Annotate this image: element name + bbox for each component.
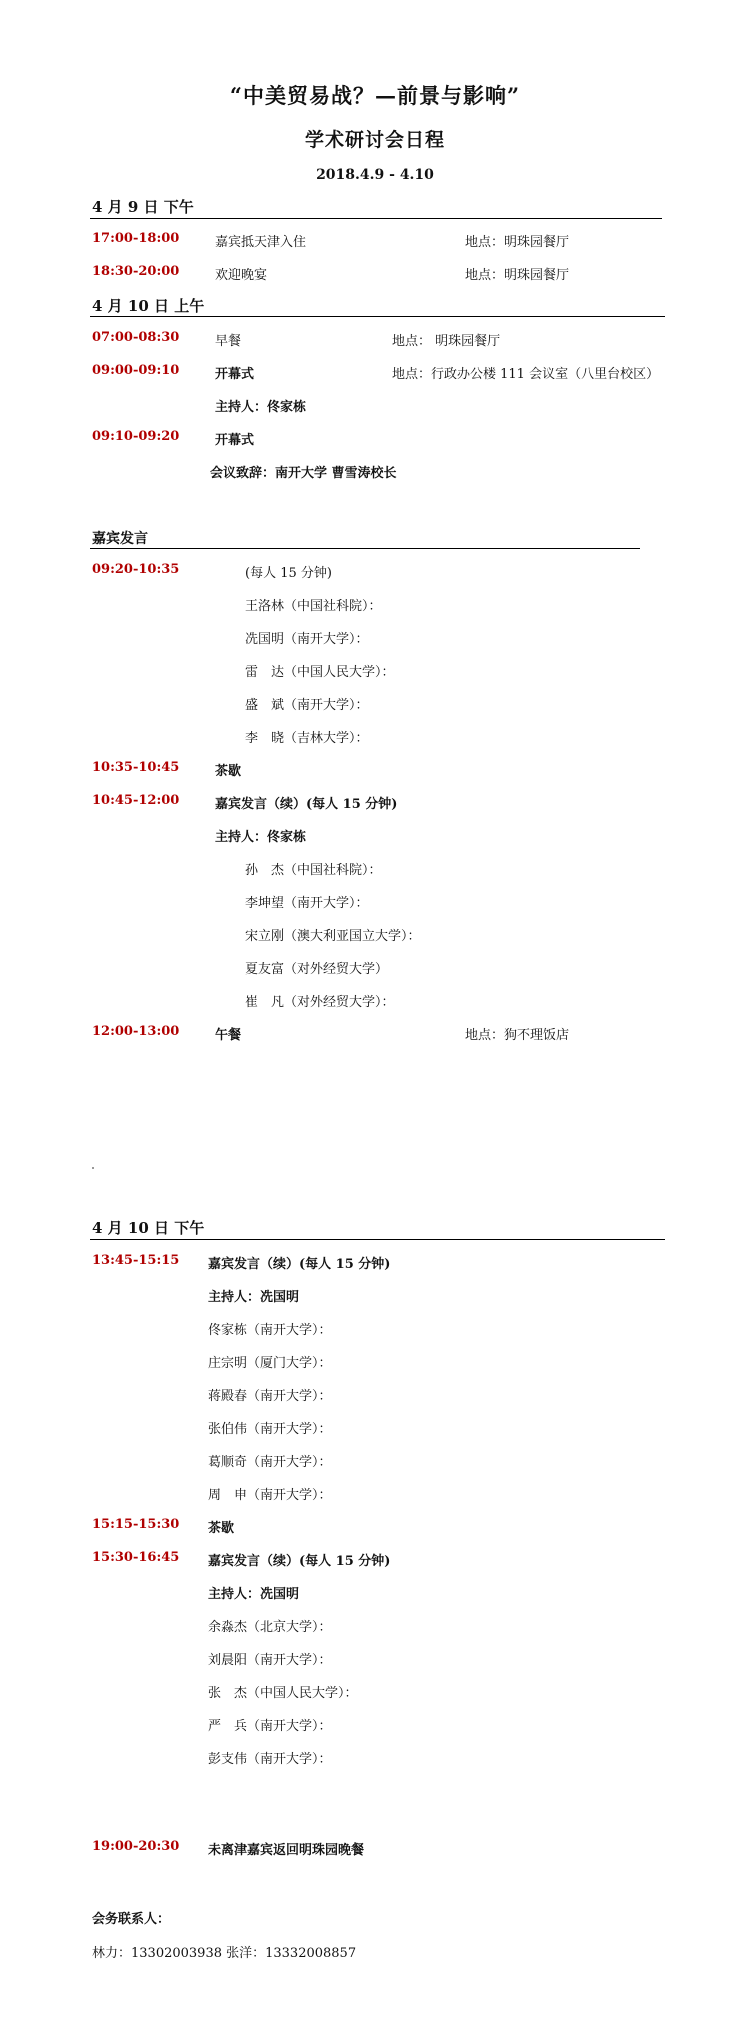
contacts-line: 林力：13302003938 张洋：13332008857	[92, 1946, 357, 1961]
section-rule	[90, 218, 662, 219]
host-label: 主持人：佟家栋	[215, 830, 307, 845]
event-label: 开幕式	[215, 367, 255, 382]
time-label: 12:00-13:00	[92, 1024, 180, 1039]
speaker-item: 葛顺奇（南开大学）：	[208, 1455, 332, 1470]
section-heading-day2-pm: 4 月 10 日 下午	[92, 1219, 205, 1237]
section-heading-day2-am: 4 月 10 日 上午	[92, 297, 205, 315]
speaker-item: 严 兵（南开大学）：	[208, 1719, 332, 1734]
time-label: 10:35-10:45	[92, 760, 180, 775]
speaker-item: 张伯伟（南开大学）：	[208, 1422, 332, 1437]
time-label: 15:30-16:45	[92, 1550, 180, 1565]
host-label: 主持人：冼国明	[208, 1290, 300, 1305]
event-label: 茶歇	[208, 1521, 235, 1536]
speaker-item: 夏友富（对外经贸大学）	[245, 962, 389, 977]
place-label: 地点：狗不理饭店	[465, 1028, 570, 1043]
speaker-item: 雷 达（中国人民大学）：	[245, 665, 395, 680]
speaker-item: 张 杰（中国人民大学）：	[208, 1686, 358, 1701]
speaker-item: 庄宗明（厦门大学）：	[208, 1356, 332, 1371]
speaker-item: 盛 斌（南开大学）：	[245, 698, 369, 713]
speaker-item: 刘晨阳（南开大学）：	[208, 1653, 332, 1668]
speaker-item: 宋立刚（澳大利亚国立大学）：	[245, 929, 421, 944]
contacts-label: 会务联系人：	[92, 1912, 171, 1927]
time-label: 19:00-20:30	[92, 1839, 180, 1854]
host-label: 主持人：冼国明	[208, 1587, 300, 1602]
event-label: 茶歇	[215, 764, 242, 779]
speaker-item: 李 晓（吉林大学）：	[245, 731, 369, 746]
speaker-item: 冼国明（南开大学）：	[245, 632, 369, 647]
speaker-item: 佟家栋（南开大学）：	[208, 1323, 332, 1338]
section-rule	[90, 548, 640, 549]
stray-dot	[92, 1167, 94, 1169]
event-label: 开幕式	[215, 433, 255, 448]
section-heading-day1-pm: 4 月 9 日 下午	[92, 198, 194, 216]
event-label: 欢迎晚宴	[215, 268, 268, 283]
speaker-item: 周 申（南开大学）：	[208, 1488, 332, 1503]
time-label: 15:15-15:30	[92, 1517, 180, 1532]
speaker-item: 王洛林（中国社科院）：	[245, 599, 382, 614]
event-label: 嘉宾抵天津入住	[215, 235, 307, 250]
session-title: 嘉宾发言（续）(每人 15 分钟)	[208, 1554, 391, 1569]
section-rule	[90, 1239, 665, 1240]
speaker-item: 彭支伟（南开大学）：	[208, 1752, 332, 1767]
session-title: 嘉宾发言（续）(每人 15 分钟)	[208, 1257, 391, 1272]
document-dates: 2018.4.9 - 4.10	[316, 167, 434, 183]
place-label: 地点：明珠园餐厅	[465, 235, 570, 250]
time-label: 09:00-09:10	[92, 363, 180, 378]
event-label: 早餐	[215, 334, 242, 349]
time-label: 18:30-20:00	[92, 264, 180, 279]
time-label: 09:20-10:35	[92, 562, 180, 577]
session-title: 嘉宾发言（续）(每人 15 分钟)	[215, 797, 398, 812]
event-label: 未离津嘉宾返回明珠园晚餐	[208, 1843, 365, 1858]
speaker-item: 蒋殿春（南开大学）：	[208, 1389, 332, 1404]
event-label: 午餐	[215, 1028, 242, 1043]
speaker-item: 孙 杰（中国社科院）：	[245, 863, 382, 878]
document-subtitle: 学术研讨会日程	[304, 129, 445, 151]
speaker-item: 崔 凡（对外经贸大学）：	[245, 995, 395, 1010]
time-label: 07:00-08:30	[92, 330, 180, 345]
time-label: 09:10-09:20	[92, 429, 180, 444]
speaker-item: 余淼杰（北京大学）：	[208, 1620, 332, 1635]
time-label: 13:45-15:15	[92, 1253, 180, 1268]
place-label: 地点：行政办公楼 111 会议室（八里台校区）	[392, 367, 660, 382]
time-label: 17:00-18:00	[92, 231, 180, 246]
duration-note: (每人 15 分钟)	[245, 566, 332, 581]
speaker-item: 李坤望（南开大学）：	[245, 896, 369, 911]
host-label: 主持人：佟家栋	[215, 400, 307, 415]
section-heading-guest-talks: 嘉宾发言	[92, 531, 148, 547]
section-rule	[90, 316, 665, 317]
place-label: 地点：明珠园餐厅	[465, 268, 570, 283]
document-title: “中美贸易战？—前景与影响”	[229, 83, 521, 108]
time-label: 10:45-12:00	[92, 793, 180, 808]
speech-label: 会议致辞：南开大学 曹雪涛校长	[210, 466, 397, 481]
place-label: 地点： 明珠园餐厅	[392, 334, 501, 349]
